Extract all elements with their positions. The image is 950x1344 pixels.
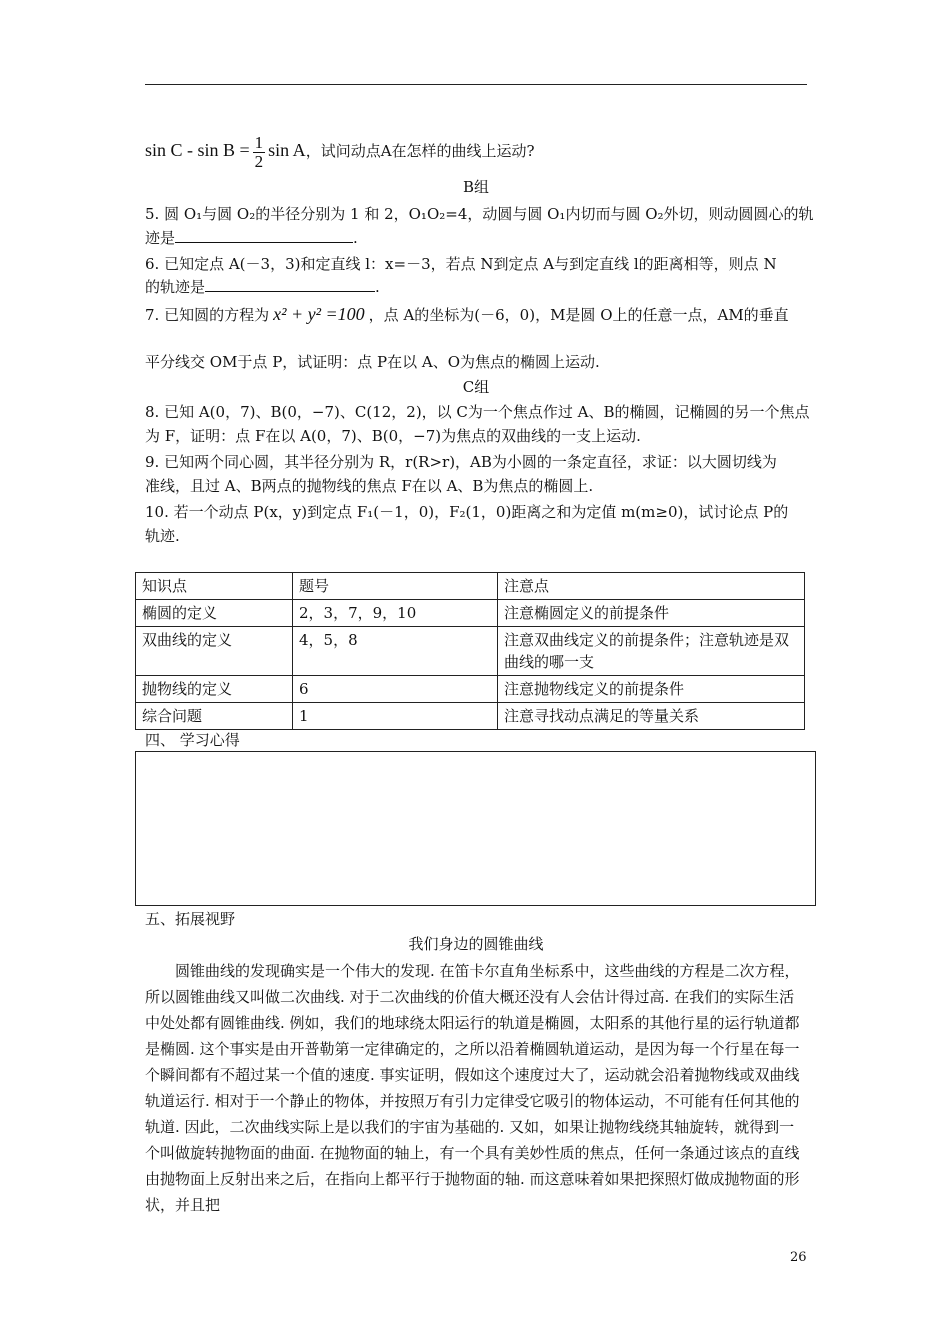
- group-c-heading: C组: [462, 378, 490, 396]
- question-9-line2: 准线，且过 A、B两点的抛物线的焦点 F在以 A、B为焦点的椭圆上.: [145, 477, 594, 495]
- question-5-line2: 迹是 .: [145, 229, 358, 247]
- question-7-line2: 平分线交 OM于点 P，试证明：点 P在以 A、O为焦点的椭圆上运动.: [145, 353, 600, 371]
- section-5-heading: 五、拓展视野: [145, 910, 236, 928]
- group-b-heading: B组: [462, 178, 490, 196]
- question-6-line1: 6. 已知定点 A(－3，3)和定直线 l：x=－3，若点 N到定点 A与到定直线 l的距离相等，则点 N: [145, 255, 777, 273]
- fraction-half: $\frac{1}{2}$: [254, 132, 264, 171]
- table-cell: 椭圆的定义: [136, 600, 293, 627]
- table-header-cell: 题号: [293, 573, 498, 600]
- question-8-line1: 8. 已知 A(0，7)、B(0，−7)、C(12，2)，以 C为一个焦点作过 A、B的椭圆，记椭圆的另一个焦点: [145, 403, 810, 421]
- article-paragraph: 圆锥曲线的发现确实是一个伟大的发现. 在笛卡尔直角坐标系中，这些曲线的方程是二次方程，所以圆锥曲线又叫做二次曲线. 对于二次曲线的价值大概还没有人会估计得过高. 在我们的实际生活中处处都有圆锥曲线. 例如，我们的地球绕太阳运行的轨道是椭圆，太阳系的其他行星的运行轨道都是椭圆. 这个事实是由开普勒第一定律确定的，之所以沿着椭圆轨道运动，是因为每一个行星在每一个瞬间都有不超过某一个值的速度. 事实证明，假如这个速度过大了，运动就会沿着抛物线或双曲线轨道运行. 相对于一个静止的物体，并按照万有引力定律受它吸引的物体运动，不可能有任何其他的轨道. 因此，二次曲线实际上是以我们的宇宙为基础的. 又如，如果让抛物线绕其轴旋转，就得到一个叫做旋转抛物面的曲面. 在抛物面的轴上，有一个具有美妙性质的焦点，任何一条通过该点的直线由抛物面上反射出来之后，在指向上都平行于抛物面的轴. 而这意味着如果把探照灯做成抛物面的形状，并且把: [145, 962, 800, 1214]
- table-cell: 1: [293, 703, 498, 730]
- question-10-line1: 10. 若一个动点 P(x，y)到定点 F₁(－1，0)，F₂(1，0)距离之和为定值 m(m≥0)，试讨论点 P的: [145, 503, 789, 521]
- table-cell: 注意双曲线定义的前提条件；注意轨迹是双曲线的哪一支: [498, 627, 805, 676]
- table-cell: 6: [293, 676, 498, 703]
- question-10-line2: 轨迹.: [145, 527, 180, 545]
- circle-equation: x² + y² =100: [273, 304, 365, 324]
- table-cell: 抛物线的定义: [136, 676, 293, 703]
- table-cell: 双曲线的定义: [136, 627, 293, 676]
- article-body: [145, 958, 807, 1218]
- question-9-line1: 9. 已知两个同心圆，其半径分别为 R，r(R>r)，AB为小圆的一条定直径，求证：以大圆切线为: [145, 453, 777, 471]
- study-notes-box[interactable]: [135, 751, 816, 906]
- table-cell: 注意椭圆定义的前提条件: [498, 600, 805, 627]
- question-7-line1: 7. 已知圆的方程为 x² + y² =100 ，点 A的坐标为(－6，0)，M是圆 O上的任意一点，AM的垂直: [145, 304, 789, 324]
- answer-blank[interactable]: [175, 228, 353, 243]
- table-header-row: [136, 573, 805, 600]
- equation-rhs: sin A: [268, 140, 306, 160]
- table-cell: 2，3，7，9，10: [293, 600, 498, 627]
- section-4-heading: 四、 学习心得: [145, 731, 240, 749]
- table-cell: 注意抛物线定义的前提条件: [498, 676, 805, 703]
- article-title: 我们身边的圆锥曲线: [408, 935, 544, 953]
- table-row: [136, 627, 805, 676]
- question-8-line2: 为 F，证明：点 F在以 A(0，7)、B(0，−7)为焦点的双曲线的一支上运动.: [145, 427, 641, 445]
- table-row: [136, 703, 805, 730]
- question-4-text: ，试问动点A在怎样的曲线上运动?: [305, 142, 535, 160]
- table-header-cell: 注意点: [498, 573, 805, 600]
- table-cell: 注意寻找动点满足的等量关系: [498, 703, 805, 730]
- knowledge-table: [135, 572, 805, 730]
- equation-lhs: sin C - sin B =: [145, 140, 250, 160]
- answer-blank[interactable]: [205, 277, 375, 292]
- table-cell: 4，5，8: [293, 627, 498, 676]
- question-4-tail: [145, 128, 815, 172]
- header-rule: [145, 84, 807, 85]
- table-header-cell: 知识点: [136, 573, 293, 600]
- table-row: [136, 600, 805, 627]
- question-5-line1: 5. 圆 O₁与圆 O₂的半径分别为 1 和 2，O₁O₂=4，动圆与圆 O₁内切而与圆 O₂外切，则动圆圆心的轨: [145, 205, 814, 223]
- table-row: [136, 676, 805, 703]
- question-6-line2: 的轨迹是 .: [145, 278, 380, 296]
- table-cell: 综合问题: [136, 703, 293, 730]
- page-number: 26: [790, 1250, 807, 1265]
